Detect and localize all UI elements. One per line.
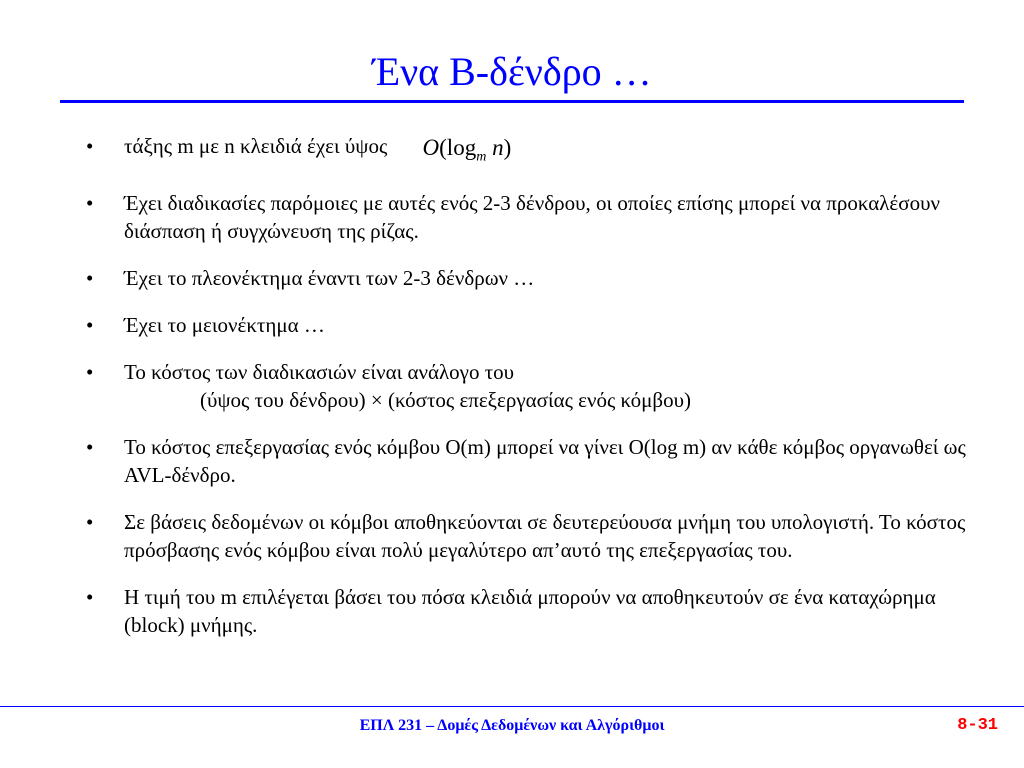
formula-O: O [422, 135, 440, 160]
formula-n: n [492, 135, 504, 160]
slide-title: Ένα B-δένδρο … [372, 49, 652, 94]
cost-product-line: (ύψος του δένδρου) × (κόστος επεξεργασίας ενός κόμβου) [200, 387, 691, 412]
bullet-item-1 [86, 132, 966, 170]
page-number: 8-31 [957, 716, 998, 735]
height-formula [423, 134, 512, 172]
bullet-dot: • [86, 312, 94, 337]
footer-course: ΕΠΛ 231 – Δομές Δεδομένων και Αλγόριθμοι [359, 717, 665, 734]
bullet-item-3 [86, 264, 966, 292]
bullet-item-5 [86, 358, 966, 414]
bullet-text-3: Έχει το πλεονέκτημα έναντι των 2-3 δένδρων … [124, 265, 535, 290]
bullet-text-8: Η τιμή του m επιλέγεται βάσει του πόσα κλειδιά μπορούν να αποθηκευτούν σε ένα καταχώρημα (block) μνήμης. [124, 584, 936, 637]
bullet-dot: • [86, 434, 94, 459]
footer-divider [0, 706, 1024, 707]
bullet-list [86, 132, 966, 658]
bullet-item-8 [86, 583, 966, 639]
formula-close: ) [503, 135, 512, 160]
bullet-item-4 [86, 311, 966, 339]
formula-subscript: m [476, 149, 487, 165]
bullet-dot: • [86, 584, 94, 609]
bullet-text-5: Το κόστος των διαδικασιών είναι ανάλογο του [124, 359, 515, 384]
bullet-text-2: Έχει διαδικασίες παρόμοιες με αυτές ενός 2-3 δένδρου, οι οποίες επίσης μπορεί να προκαλέσουν διάσπαση ή συγχώνευση της ρίζας. [124, 190, 940, 243]
bullet-dot: • [86, 190, 94, 215]
bullet-text-1: τάξης m με n κλειδιά έχει ύψος [124, 134, 388, 158]
bullet-text-7: Σε βάσεις δεδομένων οι κόμβοι αποθηκεύονται σε δευτερεύουσα μνήμη του υπολογιστή. Το κόστος πρόσβασης ενός κόμβου είναι πολύ μεγαλύτερο απ’αυτό της επεξεργασίας του. [124, 509, 966, 562]
bullet-dot: • [86, 265, 94, 290]
bullet-item-2 [86, 189, 966, 245]
bullet-text-6: Το κόστος επεξεργασίας ενός κόμβου O(m) μπορεί να γίνει O(log m) αν κάθε κόμβος οργανωθεί ως AVL-δένδρο. [124, 434, 966, 487]
bullet-dot: • [86, 509, 94, 534]
bullet-item-7 [86, 508, 966, 564]
formula-log: (log [439, 135, 477, 160]
bullet-dot: • [86, 134, 94, 158]
bullet-text-4: Έχει το μειονέκτημα … [124, 312, 325, 337]
bullet-item-6 [86, 433, 966, 489]
title-divider [60, 100, 964, 103]
bullet-dot: • [86, 359, 94, 384]
